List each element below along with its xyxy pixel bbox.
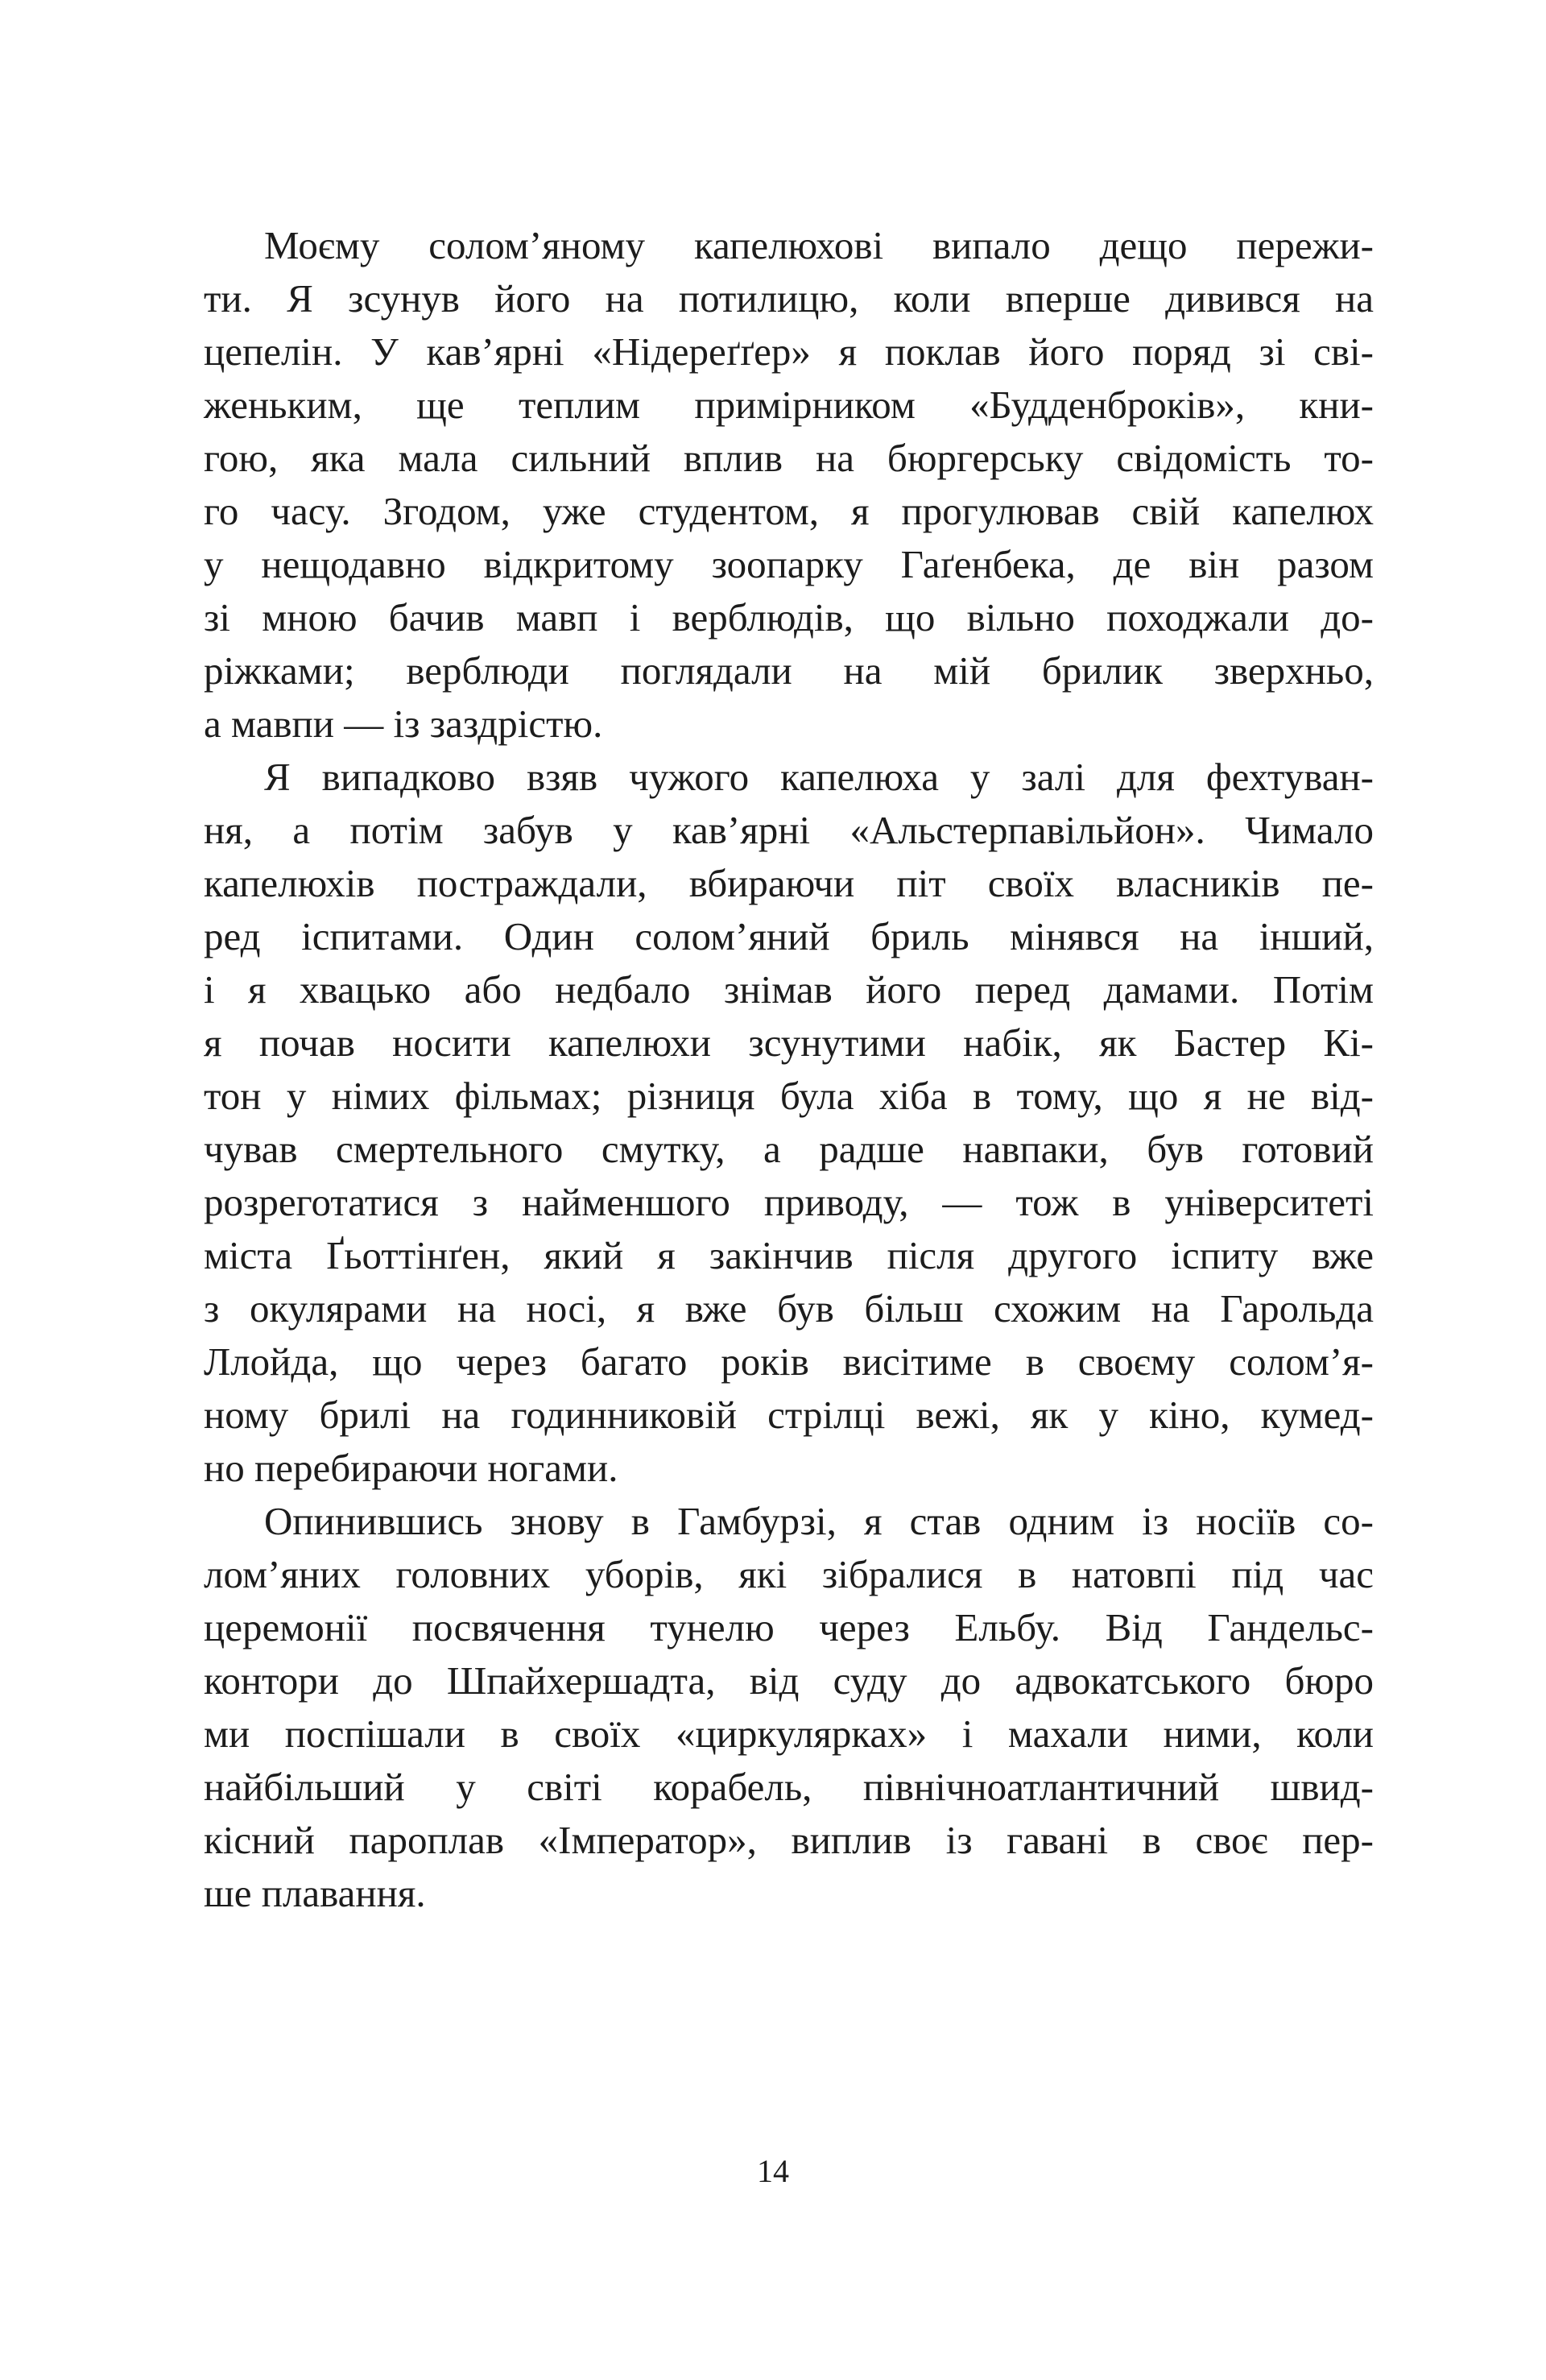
text-line: чував смертельного смутку, а радше навпаки, був готовий [204,1127,1374,1171]
text-line: а мавпи — із заздрістю. [204,702,603,746]
text-line: Я випадково взяв чужого капелюха у залі для фехтуван- [264,755,1374,799]
text-line: капелюхів постраждали, вбираючи піт своїх власників пе- [204,861,1374,905]
text-line: ред іспитами. Один солом’яний бриль мінявся на інший, [204,914,1374,958]
text-line: міста Ґьоттінґен, який я закінчив після другого іспиту вже [204,1233,1374,1277]
text-line: цепелін. У кав’ярні «Нідереґґер» я поклав його поряд зі сві- [204,329,1374,374]
text-line: ному брилі на годинниковій стрілці вежі, як у кіно, кумед- [204,1393,1374,1437]
text-line: Моєму солом’яному капелюхові випало дещо пережи- [264,223,1374,267]
text-line: зі мною бачив мавп і верблюдів, що вільно походжали до- [204,595,1374,639]
text-line: з окулярами на носі, я вже був більш схожим на Гарольда [204,1286,1374,1331]
page-number: 14 [757,2153,789,2189]
text-line: ня, а потім забув у кав’ярні «Альстерпавільйон». Чимало [204,808,1374,852]
text-line: гою, яка мала сильний вплив на бюргерську свідомість то- [204,436,1374,480]
text-line: контори до Шпайхершадта, від суду до адвокатського бюро [204,1658,1374,1703]
text-line: ти. Я зсунув його на потилицю, коли вперше дивився на [204,276,1374,321]
paragraph [204,751,1374,1495]
text-line: я почав носити капелюхи зсунутими набік, як Бастер Кі- [204,1020,1374,1065]
paragraph [204,1495,1374,1920]
text-line: го часу. Згодом, уже студентом, я прогулював свій капелюх [204,489,1374,533]
text-line: ріжками; верблюди поглядали на мій брилик зверхньо, [204,648,1374,693]
text-line: і я хвацько або недбало знімав його перед дамами. Потім [204,967,1374,1012]
paragraph [204,219,1374,751]
text-line: ше плавання. [204,1871,426,1915]
body-text [204,219,1374,1920]
text-line: Опинившись знову в Гамбурзі, я став одним із носіїв со- [264,1499,1374,1543]
text-line: розреготатися з найменшого приводу, — тож в університеті [204,1180,1374,1224]
text-line: тон у німих фільмах; різниця була хіба в тому, що я не від- [204,1074,1374,1118]
text-line: найбільший у світі корабель, північноатлантичний швид- [204,1765,1374,1809]
text-line: лом’яних головних уборів, які зібралися в натовпі під час [204,1552,1374,1596]
text-line: церемонії посвячення тунелю через Ельбу. Від Гандельс- [204,1605,1374,1649]
text-line: Ллойда, що через багато років висітиме в своєму солом’я- [204,1339,1374,1384]
text-line: у нещодавно відкритому зоопарку Гаґенбека, де він разом [204,542,1374,586]
text-line: но перебираючи ногами. [204,1446,618,1490]
text-line: женьким, ще теплим примірником «Будденброків», кни- [204,383,1374,427]
text-line: кісний пароплав «Імператор», виплив із гавані в своє пер- [204,1818,1374,1862]
text-line: ми поспішали в своїх «циркулярках» і махали ними, коли [204,1712,1374,1756]
